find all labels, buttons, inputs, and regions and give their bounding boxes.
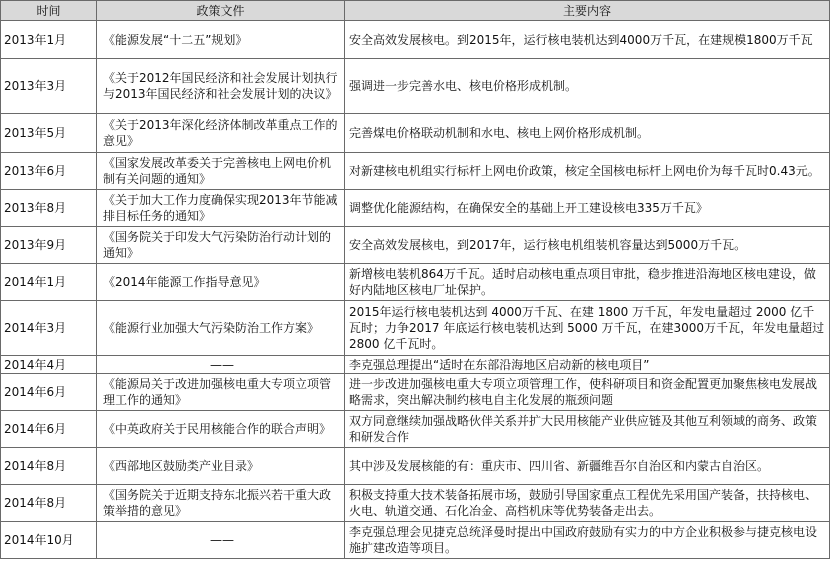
table-row <box>1 522 830 559</box>
table-row <box>1 374 830 411</box>
table-row <box>1 190 830 227</box>
table-row <box>1 21 830 59</box>
table-row <box>1 114 830 153</box>
table-row <box>1 301 830 356</box>
cell-time: 2013年1月 <box>1 21 97 59</box>
cell-time: 2014年8月 <box>1 448 97 485</box>
cell-policy: 《中英政府关于民用核能合作的联合声明》 <box>97 411 345 448</box>
cell-policy: 《关于2012年国民经济和社会发展计划执行与2013年国民经济和社会发展计划的决议》 <box>97 59 345 114</box>
cell-content: 调整优化能源结构，在确保安全的基础上开工建设核电335万千瓦》 <box>345 190 830 227</box>
cell-content: 积极支持重大技术装备拓展市场，鼓励引导国家重点工程优先采用国产装备，扶持核电、火电、轨道交通、石化冶金、高档机床等优势装备走出去。 <box>345 485 830 522</box>
table-row <box>1 59 830 114</box>
cell-time: 2014年8月 <box>1 485 97 522</box>
cell-policy: 《国务院关于印发大气污染防治行动计划的通知》 <box>97 227 345 264</box>
cell-content: 李克强总理提出“适时在东部沿海地区启动新的核电项目” <box>345 356 830 374</box>
cell-content: 对新建核电机组实行标杆上网电价政策，核定全国核电标杆上网电价为每千瓦时0.43元。 <box>345 153 830 190</box>
cell-policy: 《关于加大工作力度确保实现2013年节能减排目标任务的通知》 <box>97 190 345 227</box>
table-row <box>1 153 830 190</box>
cell-policy: 《2014年能源工作指导意见》 <box>97 264 345 301</box>
cell-policy: —— <box>97 522 345 559</box>
table-row <box>1 356 830 374</box>
cell-time: 2014年10月 <box>1 522 97 559</box>
cell-content: 进一步改进加强核电重大专项立项管理工作，使科研项目和资金配置更加聚焦核电发展战略需求，突出解决制约核电自主化发展的瓶颈问题 <box>345 374 830 411</box>
table-row <box>1 485 830 522</box>
cell-policy: 《西部地区鼓励类产业目录》 <box>97 448 345 485</box>
cell-policy: —— <box>97 356 345 374</box>
cell-time: 2013年5月 <box>1 114 97 153</box>
cell-content: 完善煤电价格联动机制和水电、核电上网价格形成机制。 <box>345 114 830 153</box>
cell-content: 李克强总理会见捷克总统泽曼时提出中国政府鼓励有实力的中方企业积极参与捷克核电设施扩建改造等项目。 <box>345 522 830 559</box>
table-header-row <box>1 1 830 21</box>
cell-time: 2014年6月 <box>1 374 97 411</box>
table-row <box>1 264 830 301</box>
cell-policy: 《国务院关于近期支持东北振兴若干重大政策举措的意见》 <box>97 485 345 522</box>
cell-time: 2014年3月 <box>1 301 97 356</box>
cell-time: 2013年6月 <box>1 153 97 190</box>
header-time: 时间 <box>1 1 97 21</box>
cell-time: 2014年1月 <box>1 264 97 301</box>
cell-time: 2013年3月 <box>1 59 97 114</box>
cell-policy: 《能源局关于改进加强核电重大专项立项管理工作的通知》 <box>97 374 345 411</box>
cell-time: 2014年6月 <box>1 411 97 448</box>
cell-policy: 《国家发展改革委关于完善核电上网电价机制有关问题的通知》 <box>97 153 345 190</box>
cell-content: 强调进一步完善水电、核电价格形成机制。 <box>345 59 830 114</box>
table-row <box>1 227 830 264</box>
cell-time: 2014年4月 <box>1 356 97 374</box>
table-row <box>1 448 830 485</box>
cell-policy: 《能源行业加强大气污染防治工作方案》 <box>97 301 345 356</box>
header-content: 主要内容 <box>345 1 830 21</box>
table-row <box>1 411 830 448</box>
cell-policy: 《关于2013年深化经济体制改革重点工作的意见》 <box>97 114 345 153</box>
cell-content: 其中涉及发展核能的有：重庆市、四川省、新疆维吾尔自治区和内蒙古自治区。 <box>345 448 830 485</box>
cell-content: 安全高效发展核电。到2015年，运行核电装机达到4000万千瓦，在建规模1800万千瓦 <box>345 21 830 59</box>
cell-time: 2013年9月 <box>1 227 97 264</box>
cell-content: 新增核电装机864万千瓦。适时启动核电重点项目审批，稳步推进沿海地区核电建设，做好内陆地区核电厂址保护。 <box>345 264 830 301</box>
cell-content: 安全高效发展核电，到2017年，运行核电机组装机容量达到5000万千瓦。 <box>345 227 830 264</box>
cell-policy: 《能源发展“十二五”规划》 <box>97 21 345 59</box>
cell-time: 2013年8月 <box>1 190 97 227</box>
cell-content: 双方同意继续加强战略伙伴关系并扩大民用核能产业供应链及其他互利领域的商务、政策和研发合作 <box>345 411 830 448</box>
cell-content: 2015年运行核电装机达到 4000万千瓦、在建 1800 万千瓦，年发电量超过 2000 亿千瓦时；力争2017 年底运行核电装机达到 5000 万千瓦，在建3000万千瓦，年发电量超过 2800 亿千瓦时。 <box>345 301 830 356</box>
header-policy: 政策文件 <box>97 1 345 21</box>
